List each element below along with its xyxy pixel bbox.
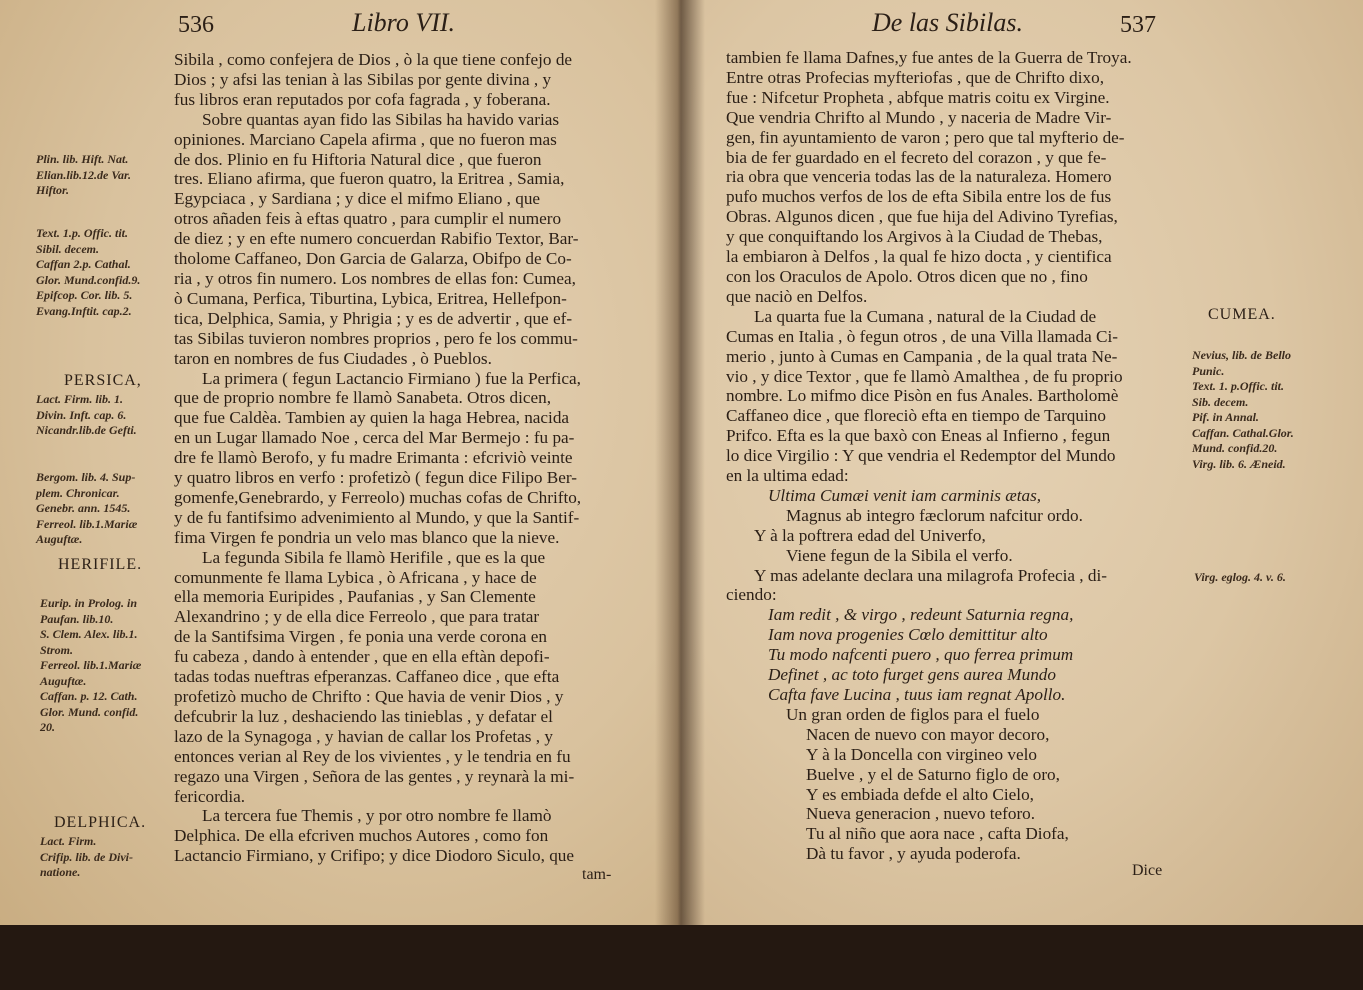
text-line: Alexandrino ; y de ella dice Ferreolo , que para tratar [174,607,540,627]
text-line: ciendo: [726,585,777,605]
text-line: Que vendria Chrifto al Mundo , y naceria de Madre Vir- [726,107,1112,127]
margin-note: Bergom. lib. 4. Sup- plem. Chronicar. Genebr. ann. 1545. Ferreol. lib.1.Mariæ Auguftæ. [36,470,138,546]
text-line: fue : Nifcetur Propheta , abfque matris coitu ex Virgine. [726,87,1110,107]
text-line: Buelve , y el de Saturno figlo de oro, [806,764,1060,784]
text-line: Definet , ac toto furget gens aurea Mundo [768,665,1056,685]
text-line: con los Oraculos de Apolo. Otros dicen que no , fino [726,266,1088,286]
margin-note: Eurip. in Prolog. in Paufan. lib.10. S. Clem. Alex. lib.1. Strom. Ferreol. lib.1.Mariæ Auguftæ. Caffan. p. 12. Cath. Glor. Mund. confid. 20. [40,596,142,734]
text-line: que naciò en Delfos. [726,286,868,306]
text-line: comunmente fe llama Lybica , ò Africana , y hace de [174,567,537,587]
text-line: opiniones. Marciano Capela afirma , que no fueron mas [174,129,557,149]
text-line: Ultima Cumæi venit iam carminis ætas, [768,485,1042,505]
text-line: Un gran orden de figlos para el fuelo [786,704,1040,724]
text-line: ria , y otros fin numero. Los nombres de ellas fon: Cumea, [174,268,576,288]
text-line: La fegunda Sibila fe llamò Herifile , que es la que [202,547,546,567]
text-line: tadas todas nueftras efperanzas. Caffaneo dice , que efta [174,667,560,687]
text-line: dre fe llamò Berofo, y fu madre Erimanta : efcriviò veinte [174,448,573,468]
sibyl-heading: CUMEA. [1208,306,1276,323]
text-line: vio , y dice Textor , que fe llamò Amalthea , de fu proprio [726,366,1123,386]
text-line: pufo muchos verfos de los de efta Sibila entre los de fus [726,187,1112,207]
text-line: que fue Caldèa. Tambien ay quien la haga Hebrea, nacida [174,408,570,428]
text-line: y quatro libros en verfo : profetizò ( fegun dice Filipo Ber- [174,468,577,488]
text-line: y que conquiftando los Argivos à la Ciudad de Thebas, [726,227,1103,247]
margin-note: Plin. lib. Hift. Nat. Elian.lib.12.de Var. Hiftor. [36,152,132,197]
text-line: de dos. Plinio en fu Hiftoria Natural dice , que fueron [174,149,542,169]
margin-note: Text. 1.p. Offic. tit. Sibil. decem. Caffan 2.p. Cathal. Glor. Mund.confid.9. Epifcop. Cor. lib. 5. Evang.Inftit. cap.2. [36,226,141,318]
text-line: Entre otras Profecias myfteriofas , que de Chrifto dixo, [726,67,1105,87]
margin-note: Virg. eglog. 4. v. 6. [1194,570,1286,584]
text-line: tholome Caffaneo, Don Garcia de Galarza, Obifpo de Co- [174,249,572,269]
text-line: gen, fin ayuntamiento de varon ; pero que tal myfterio de- [726,127,1125,147]
text-line: Nueva generacion , nuevo teforo. [806,804,1036,824]
text-line: bia de fer guardado en el fecreto del corazon , y que fe- [726,147,1107,167]
text-line: Y à la Doncella con virgineo velo [806,744,1037,764]
text-line: Y mas adelante declara una milagrofa Profecia , di- [754,565,1107,585]
text-line: regazo una Virgen , Señora de las gentes , y reynarà la mi- [174,766,575,786]
text-line: otros añaden feis à eftas quatro , para cumplir el numero [174,209,562,229]
text-line: tica, Delphica, Samia, y Phrigia ; y es de advertir , que ef- [174,308,573,328]
page-number: 537 [1120,12,1156,38]
text-line: Dios ; y afsi las tenian à las Sibilas por gente divina , y [174,69,552,89]
text-line: tas Sibilas tuvieron nombres proprios , pero fe los commu- [174,328,578,348]
text-line: Iam redit , & virgo , redeunt Saturnia regna, [768,605,1074,625]
left-page [0,0,680,930]
body-text [726,48,1182,864]
page-number: 536 [178,12,214,38]
text-line: Egypciaca , y Sardiana ; y dice el mifmo Eliano , que [174,189,541,209]
text-line: Dà tu favor , y ayuda poderofa. [806,844,1021,864]
text-line: Cafta fave Lucina , tuus iam regnat Apollo. [768,685,1066,704]
margin-note: Nevius, lib. de Bello Punic. Text. 1. p.Offic. tit. Sib. decem. Pif. in Annal. Caffan. Cathal.Glor. Mund. confid.20. Virg. lib. 6. Æneid. [1192,348,1294,471]
text-line: ria obra que venceria todas las de la naturaleza. Homero [726,167,1112,187]
text-line: de la Santifsima Virgen , fe ponia una verde corona en [174,627,547,647]
text-line: merio , junto à Cumas en Campania , de la qual trata Ne- [726,346,1118,366]
text-line: profetizò mucho de Chrifto : Que havia de venir Dios , y [174,687,564,706]
text-line: fima Virgen fe pondria un velo mas blanco que la nieve. [174,527,560,547]
text-line: de diez ; y en efte numero concuerdan Rabifio Textor, Bar- [174,229,579,249]
text-line: fus libros eran reputados por cofa fagrada , y foberana. [174,89,551,109]
text-line: Magnus ab integro fæclorum nafcitur ordo. [786,505,1083,525]
body-text [174,50,630,866]
text-line: entonces verian al Rey de los vivientes , y le tendria en fu [174,746,571,766]
text-line: ella memoria Euripides , Paufanias , y San Clemente [174,587,536,607]
text-line: tambien fe llama Dafnes,y fue antes de la Guerra de Troya. [726,48,1132,67]
margin-note: Lact. Firm. Crifip. lib. de Divi- natione. [40,834,133,879]
text-line: Prifco. Efta es la que baxò con Eneas al Infierno , fegun [726,426,1111,446]
text-line: tres. Eliano afirma, que fueron quatro, la Eritrea , Samia, [174,169,565,189]
text-line: ò Cumana, Perfica, Tiburtina, Lybica, Eritrea, Hellefpon- [174,288,567,308]
text-line: La quarta fue la Cumana , natural de la Ciudad de [754,306,1097,326]
text-line: Obras. Algunos dicen , que fue hija del Adivino Tyrefias, [726,207,1118,227]
text-line: que de proprio nombre fe llamò Sanabeta. Otros dicen, [174,388,552,408]
text-line: Delphica. De ella efcriven muchos Autores , como fon [174,826,549,846]
text-line: La primera ( fegun Lactancio Firmiano ) fue la Perfica, [202,368,581,388]
running-head: De las Sibilas. [872,8,1023,37]
catchword: tam- [582,866,612,883]
sibyl-heading: HERIFILE. [58,556,143,573]
text-line: Sobre quantas ayan fido las Sibilas ha havido varias [202,109,560,129]
right-page [680,0,1363,930]
text-line: fu cabeza , dando à entender , que en ella eftàn depofi- [174,647,550,667]
sibyl-heading: PERSICA, [64,372,142,389]
text-line: y de fu fantifsimo advenimiento al Mundo, y que la Santif- [174,507,580,527]
text-line: taron en nombres de fus Ciudades , ò Pueblos. [174,348,492,368]
sibyl-heading: DELPHICA. [54,814,147,831]
text-line: fericordia. [174,786,246,806]
running-head: Libro VII. [352,8,456,37]
text-line: Tu al niño que aora nace , cafta Diofa, [806,824,1069,844]
text-line: la embiaron à Delfos , la qual fe hizo docta , y cientifica [726,247,1112,267]
text-line: Nacen de nuevo con mayor decoro, [806,724,1050,744]
text-line: Lactancio Firmiano, y Crifipo; y dice Diodoro Siculo, que [174,846,575,866]
text-line: Y à la poftrera edad del Univerfo, [754,525,986,545]
book-gutter [655,0,705,935]
text-line: defcubrir la luz , deshaciendo las tinieblas , y defatar el [174,706,553,726]
text-line: Sibila , como confejera de Dios , ò la que tiene confejo de [174,50,573,69]
text-line: Y es embiada defde el alto Cielo, [806,784,1034,804]
text-line: Viene fegun de la Sibila el verfo. [786,545,1013,565]
margin-note: Lact. Firm. lib. 1. Divin. Inft. cap. 6. Nicandr.lib.de Gefti. [36,392,137,437]
text-line: Caffaneo dice , que floreciò efta en tiempo de Tarquino [726,406,1106,426]
text-line: lo dice Virgilio : Y que vendria el Redemptor del Mundo [726,446,1116,466]
text-line: en la ultima edad: [726,466,849,486]
text-line: gomenfe,Genebrardo, y Ferreolo) muchas cofas de Chrifto, [174,487,582,507]
text-line: Cumas en Italia , ò fegun otros , de una Villa llamada Ci- [726,326,1118,346]
text-line: La tercera fue Themis , y por otro nombre fe llamò [202,806,552,826]
text-line: Iam nova progenies Cœlo demittitur alto [768,625,1048,645]
text-line: lazo de la Synagoga , y havian de callar los Profetas , y [174,726,553,746]
text-line: nombre. Lo mifmo dice Pisòn en fus Anales. Bartholomè [726,386,1119,406]
text-line: en un Lugar llamado Noe , cerca del Mar Bermejo : fu pa- [174,428,575,448]
book-edge-shadow [0,925,1363,990]
text-line: Tu modo nafcenti puero , quo ferrea primum [768,645,1074,665]
catchword: Dice [1132,862,1163,879]
